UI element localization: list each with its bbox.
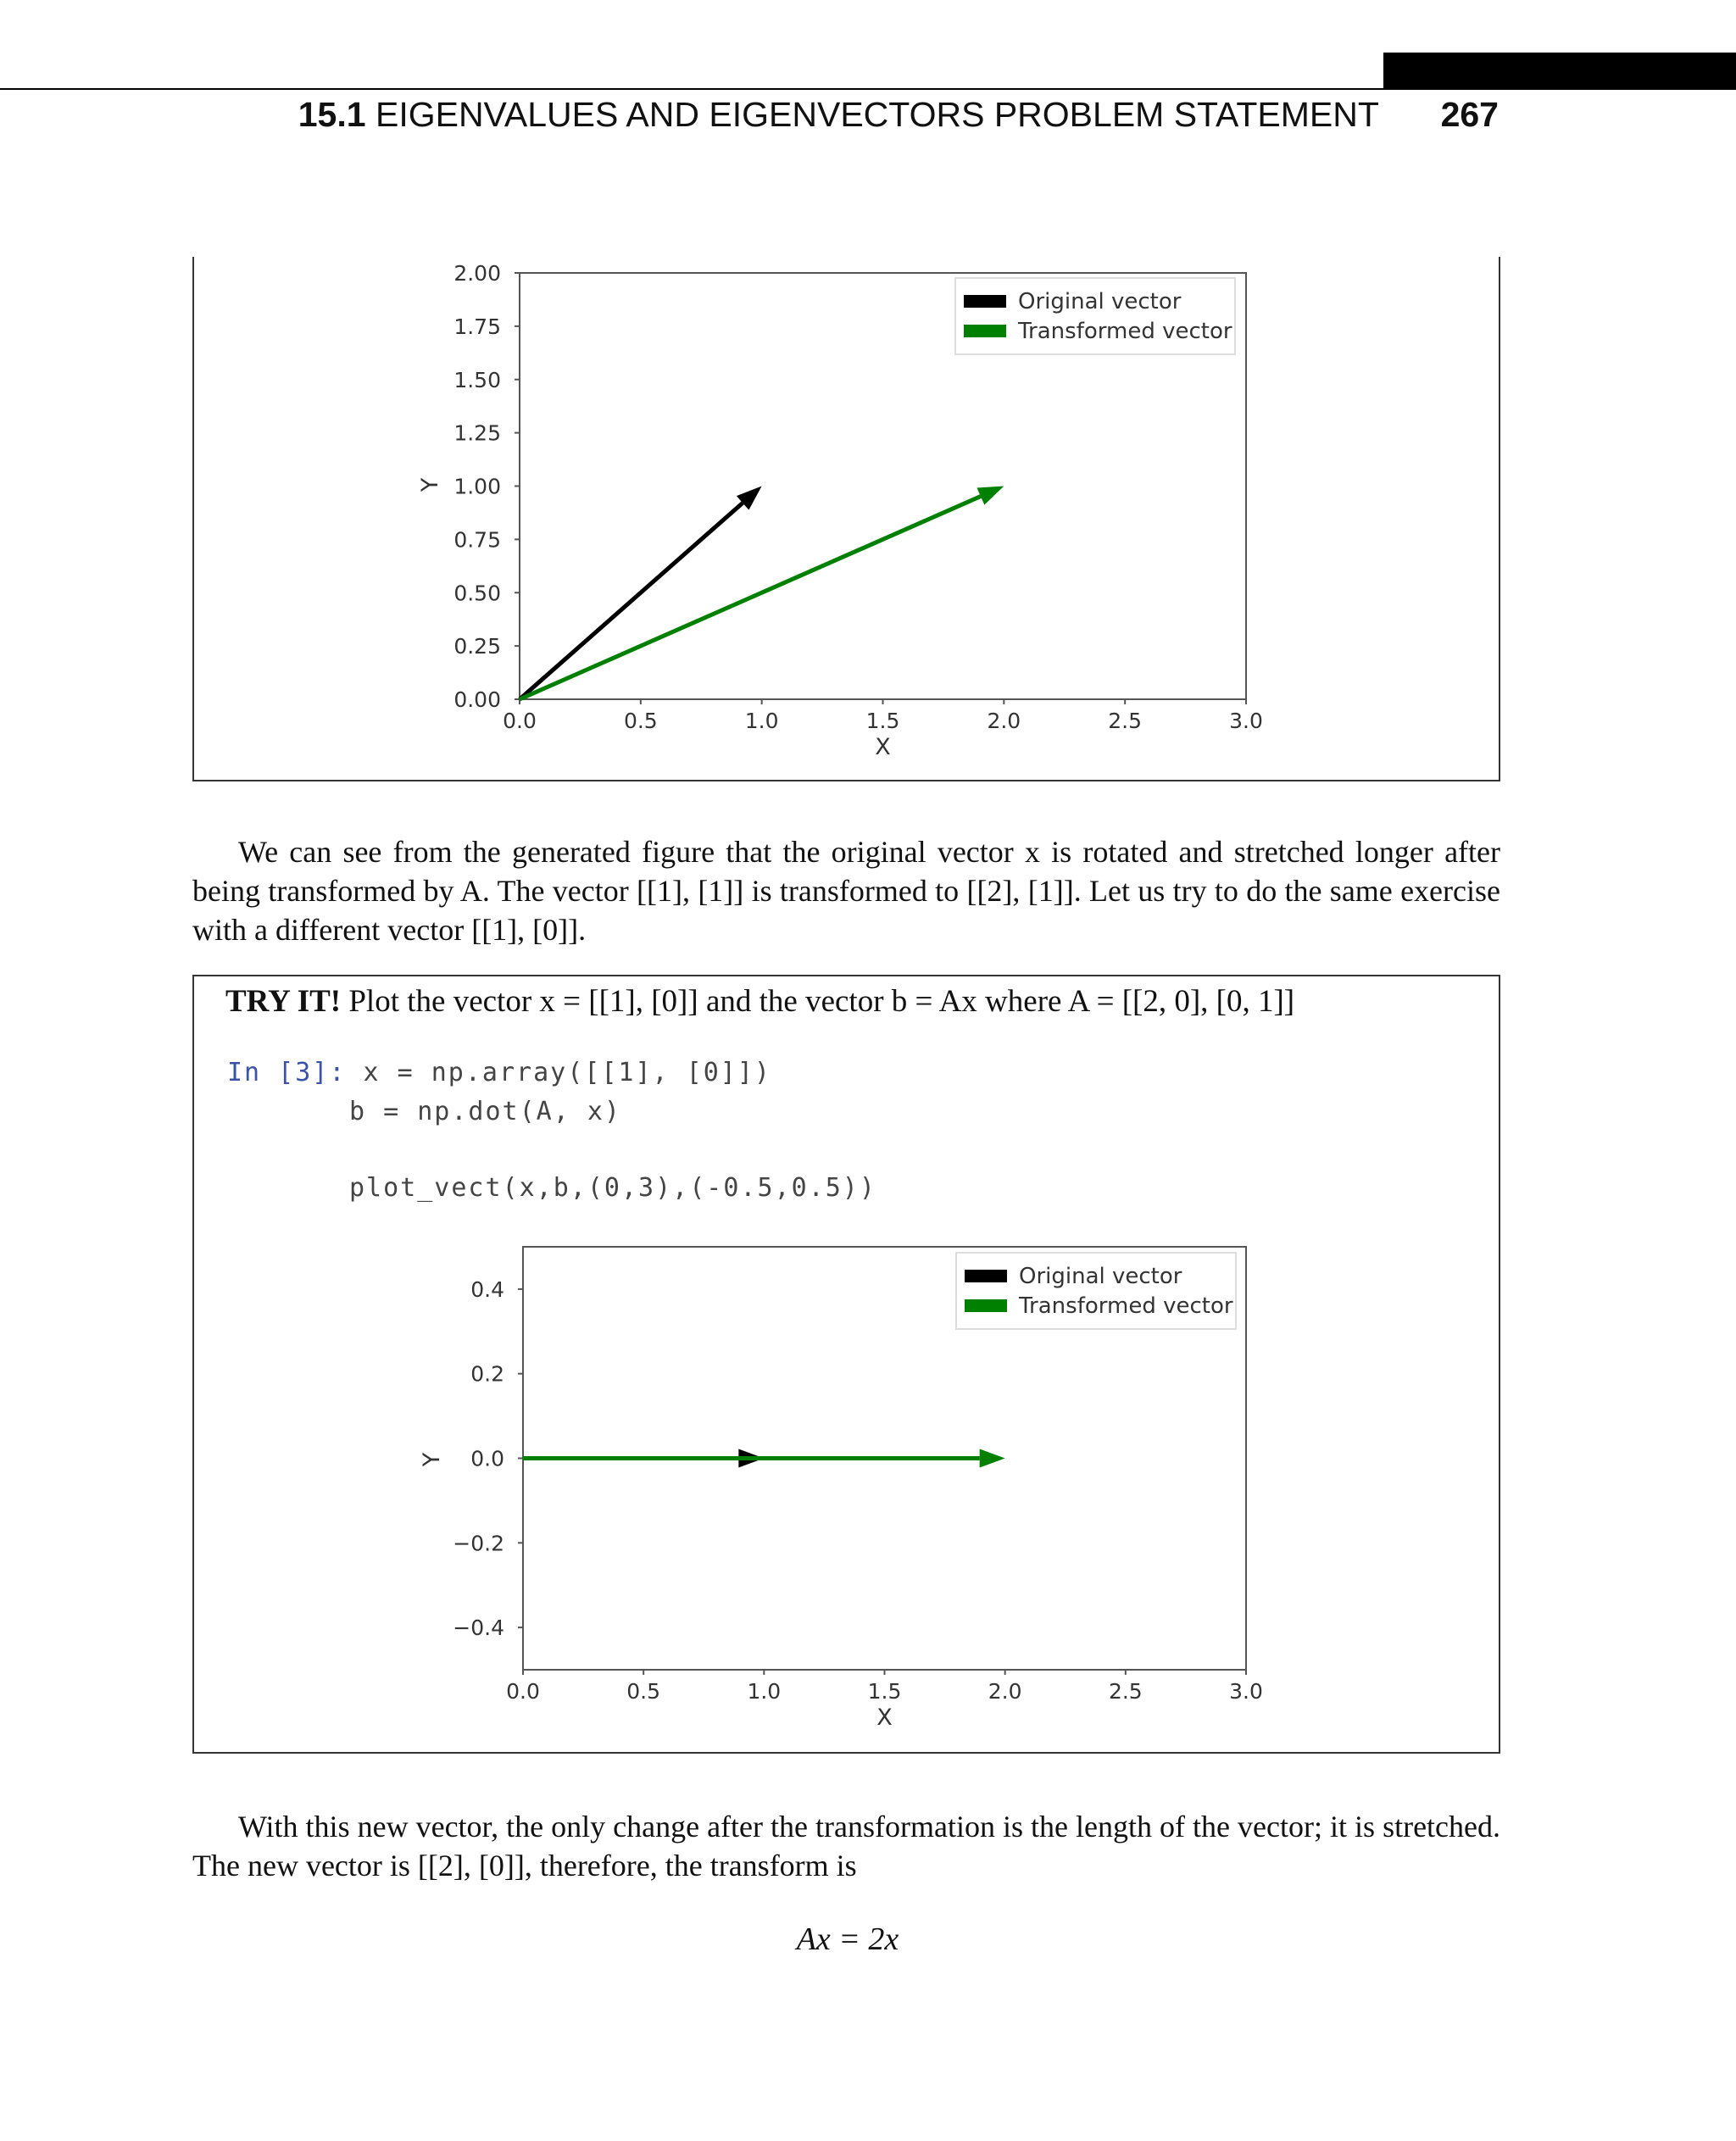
y-tick-label: 1.75 [453,314,501,339]
x-tick-label: 1.5 [867,1679,902,1704]
y-tick-label: −0.4 [453,1615,504,1641]
try-it-text: Plot the vector x = [[1], [0]] and the vector b = Ax where A = [[2, 0], [0, 1]] [348,984,1295,1019]
x-tick-label: 0.0 [506,1679,540,1704]
legend-label: Transformed vector [1018,319,1232,344]
x-tick-label: 2.5 [1108,709,1143,733]
y-tick-label: 0.00 [453,687,501,712]
y-tick-label: −0.2 [453,1531,504,1556]
legend-swatch [965,1299,1007,1312]
vector-arrowhead [980,1449,1005,1468]
section-number: 15.1 [298,95,366,134]
x-tick-label: 0.0 [503,709,537,733]
y-tick-label: 0.0 [470,1446,504,1471]
y-tick-label: 0.2 [470,1361,504,1387]
legend-label: Transformed vector [1019,1293,1233,1319]
code-line-3: plot_vect(x,b,(0,3),(-0.5,0.5)) [349,1173,876,1203]
paragraph-2 [192,1807,1500,1885]
y-tick-label: 0.75 [453,527,501,553]
y-axis-label: Y [419,1452,445,1467]
paragraph-1-text: We can see from the generated figure that the original vector x is rotated and stretched longer after being transformed by A. The vector [[1], [1]] is transformed to [[2], [1]]. Let us try to do the same exercise with a different vector [[1], [0]]. [192,835,1500,947]
x-tick-label: 2.0 [988,1679,1022,1704]
x-tick-label: 1.0 [747,1679,782,1704]
paragraph-2-text: With this new vector, the only change after the transformation is the length of the vector; it is stretched. The new vector is [[2], [0]], therefore, the transform is [192,1810,1500,1882]
x-axis-label: X [875,734,891,760]
x-tick-label: 1.0 [744,709,779,733]
x-tick-label: 2.5 [1108,1679,1143,1704]
try-it-label: TRY IT! [225,984,342,1019]
y-tick-label: 0.50 [453,581,501,606]
x-tick-label: 0.5 [623,709,658,733]
y-axis-label: Y [417,477,443,492]
x-axis-label: X [876,1704,893,1731]
legend-label: Original vector [1018,289,1182,314]
x-tick-label: 3.0 [1229,1679,1263,1704]
x-tick-label: 1.5 [865,709,900,733]
x-tick-label: 3.0 [1229,709,1263,733]
y-tick-label: 0.25 [453,634,501,659]
legend-label: Original vector [1019,1264,1182,1289]
legend-swatch [965,1270,1007,1282]
section-title: EIGENVALUES AND EIGENVECTORS PROBLEM STATEMENT [375,95,1379,134]
code-line-2: b = np.dot(A, x) [349,1097,621,1126]
page-number: 267 [1440,95,1499,134]
y-tick-label: 1.00 [453,474,501,499]
code-line-1-text: x = np.array([[1], [0]]) [363,1058,771,1087]
code-prompt: In [3]: [227,1058,347,1087]
y-tick-label: 1.25 [453,420,501,446]
y-tick-label: 1.50 [453,367,501,392]
y-tick-label: 2.00 [453,261,501,286]
x-tick-label: 0.5 [626,1679,661,1704]
equation: Ax = 2x [796,1921,899,1957]
y-tick-label: 0.4 [470,1276,504,1302]
x-tick-label: 2.0 [987,709,1021,733]
